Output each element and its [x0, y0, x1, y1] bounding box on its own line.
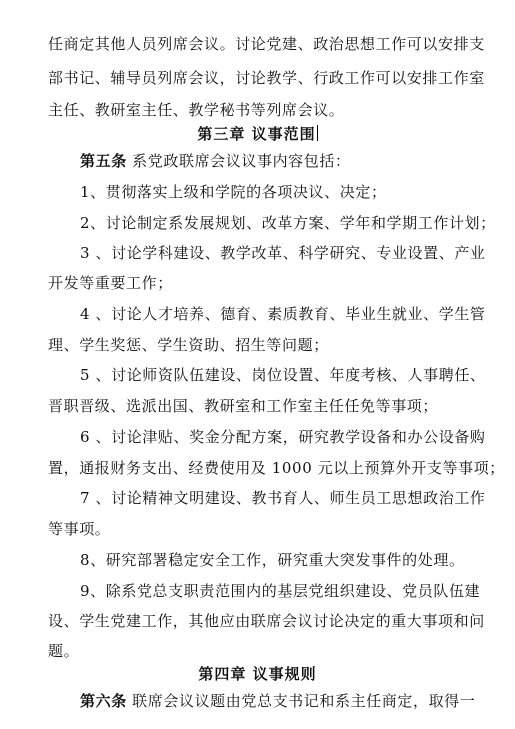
list-item-continuation: 等事项。 — [48, 520, 111, 538]
list-item-continuation: 晋职晋级、选派出国、教研室和工作室主任任免等事项； — [48, 397, 439, 415]
chapter-heading — [0, 664, 515, 684]
chapter-heading — [0, 124, 515, 144]
article-heading — [80, 151, 510, 171]
list-item: 4 、讨论人才培养、德育、素质教育、毕业生就业、学生管 — [80, 305, 486, 323]
article-heading — [80, 691, 510, 711]
list-item: 3 、讨论学科建设、教学改革、科学研究、专业设置、产业 — [80, 244, 486, 262]
article-text: 系党政联席会议议事内容包括： — [126, 152, 351, 170]
text-cursor — [317, 125, 318, 141]
chapter-title: 第四章 议事规则 — [198, 665, 317, 683]
paragraph-line: 任商定其他人员列席会议。讨论党建、政治思想工作可以安排支 — [48, 35, 485, 53]
chapter-title: 第三章 议事范围 — [197, 125, 316, 143]
list-item: 1、贯彻落实上级和学院的各项决议、决定； — [80, 183, 387, 201]
article-text: 联席会议议题由党总支书记和系主任商定，取得一 — [126, 692, 476, 710]
list-item-continuation: 置，通报财务支出、经费使用及 1000 元以上预算外开支等事项； — [48, 459, 505, 477]
article-label: 第五条 — [80, 152, 127, 170]
list-item: 6 、讨论津贴、奖金分配方案，研究教学设备和办公设备购 — [80, 428, 486, 446]
article-label: 第六条 — [80, 692, 127, 710]
paragraph-line: 部书记、辅导员列席会议，讨论教学、行政工作可以安排工作室 — [48, 69, 485, 87]
list-item: 2、讨论制定系发展规划、改革方案、学年和学期工作计划； — [80, 214, 496, 232]
list-item: 9、除系党总支职责范围内的基层党组织建设、党员队伍建 — [80, 582, 481, 600]
paragraph-line: 主任、教研室主任、教学秘书等列席会议。 — [48, 101, 345, 119]
list-item: 7 、讨论精神文明建设、教书育人、师生员工思想政治工作 — [80, 489, 486, 507]
list-item-continuation: 开发等重要工作； — [48, 274, 173, 292]
list-item-continuation: 题。 — [48, 642, 80, 660]
list-item: 5 、讨论师资队伍建设、岗位设置、年度考核、人事聘任、 — [80, 366, 486, 384]
list-item-continuation: 设、学生党建工作，其他应由联席会议讨论决定的重大事项和问 — [48, 612, 485, 630]
list-item-continuation: 理、学生奖惩、学生资助、招生等问题； — [48, 336, 329, 354]
list-item: 8、研究部署稳定安全工作，研究重大突发事件的处理。 — [80, 551, 465, 569]
